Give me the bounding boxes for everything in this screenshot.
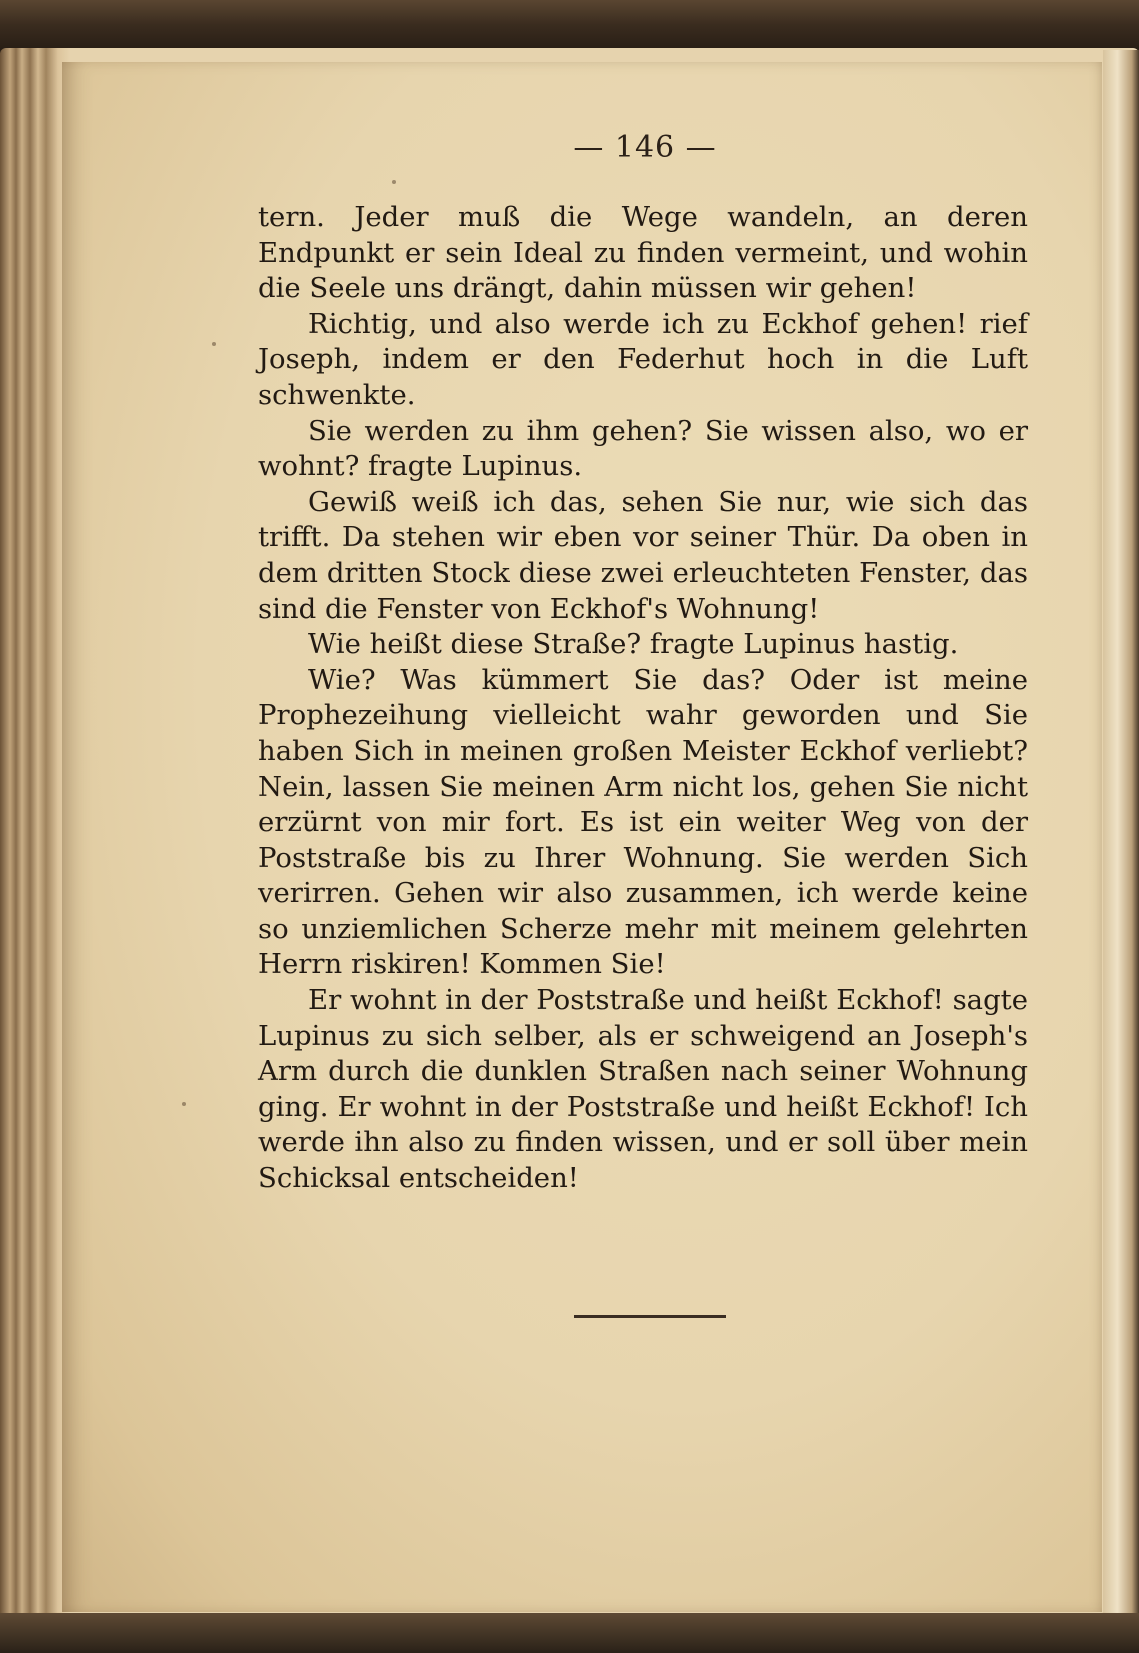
section-end-rule	[574, 1315, 726, 1318]
paragraph: Wie heißt diese Straße? fragte Lupinus hastig.	[308, 628, 959, 661]
paragraph: Wie? Was kümmert Sie das? Oder ist meine Prophezeihung vielleicht wahr geworden und Sie haben Sich in meinen großen Meister Eckhof verliebt? Nein, lassen Sie meinen Arm nicht los, gehen Sie nicht erzürnt von mir fort. Es ist ein weiter Weg von der Poststraße bis zu Ihrer Wohnung. Sie werden Sich verirren. Gehen wir also zusammen, ich werde keine so unziemlichen Scherze mehr mit meinem gelehrten Herrn riskiren! Kommen Sie!	[258, 663, 1028, 981]
paragraph: Richtig, und also werde ich zu Eckhof gehen! rief Joseph, indem er den Federhut hoch in die Luft schwenkte.	[258, 307, 1028, 411]
page-number: — 146 —	[573, 130, 717, 165]
book-bottom-edge	[0, 1613, 1139, 1653]
paragraph: Er wohnt in der Poststraße und heißt Eckhof! sagte Lupinus zu sich selber, als er schweigend an Joseph's Arm durch die dunklen Straßen nach seiner Wohnung ging. Er wohnt in der Poststraße und heißt Eckhof! Ich werde ihn also zu finden wissen, und er soll über mein Schicksal entscheiden!	[258, 984, 1029, 1195]
paragraph: Sie werden zu ihm gehen? Sie wissen also, wo er wohnt? fragte Lupinus.	[258, 414, 1028, 483]
paper-speck	[392, 180, 396, 184]
paper-speck	[212, 342, 216, 346]
body-text	[258, 200, 1028, 1197]
paper-speck	[182, 1102, 186, 1106]
paragraph: tern. Jeder muß die Wege wandeln, an deren Endpunkt er sein Ideal zu finden vermeint, und wohin die Seele uns drängt, dahin müssen wir gehen!	[258, 201, 1028, 305]
book-right-edge	[1103, 50, 1139, 1630]
paragraph: Gewiß weiß ich das, sehen Sie nur, wie sich das trifft. Da stehen wir eben vor seiner Thür. Da oben in dem dritten Stock diese zwei erleuchteten Fenster, das sind die Fenster von Eckhof's Wohnung!	[258, 485, 1028, 625]
